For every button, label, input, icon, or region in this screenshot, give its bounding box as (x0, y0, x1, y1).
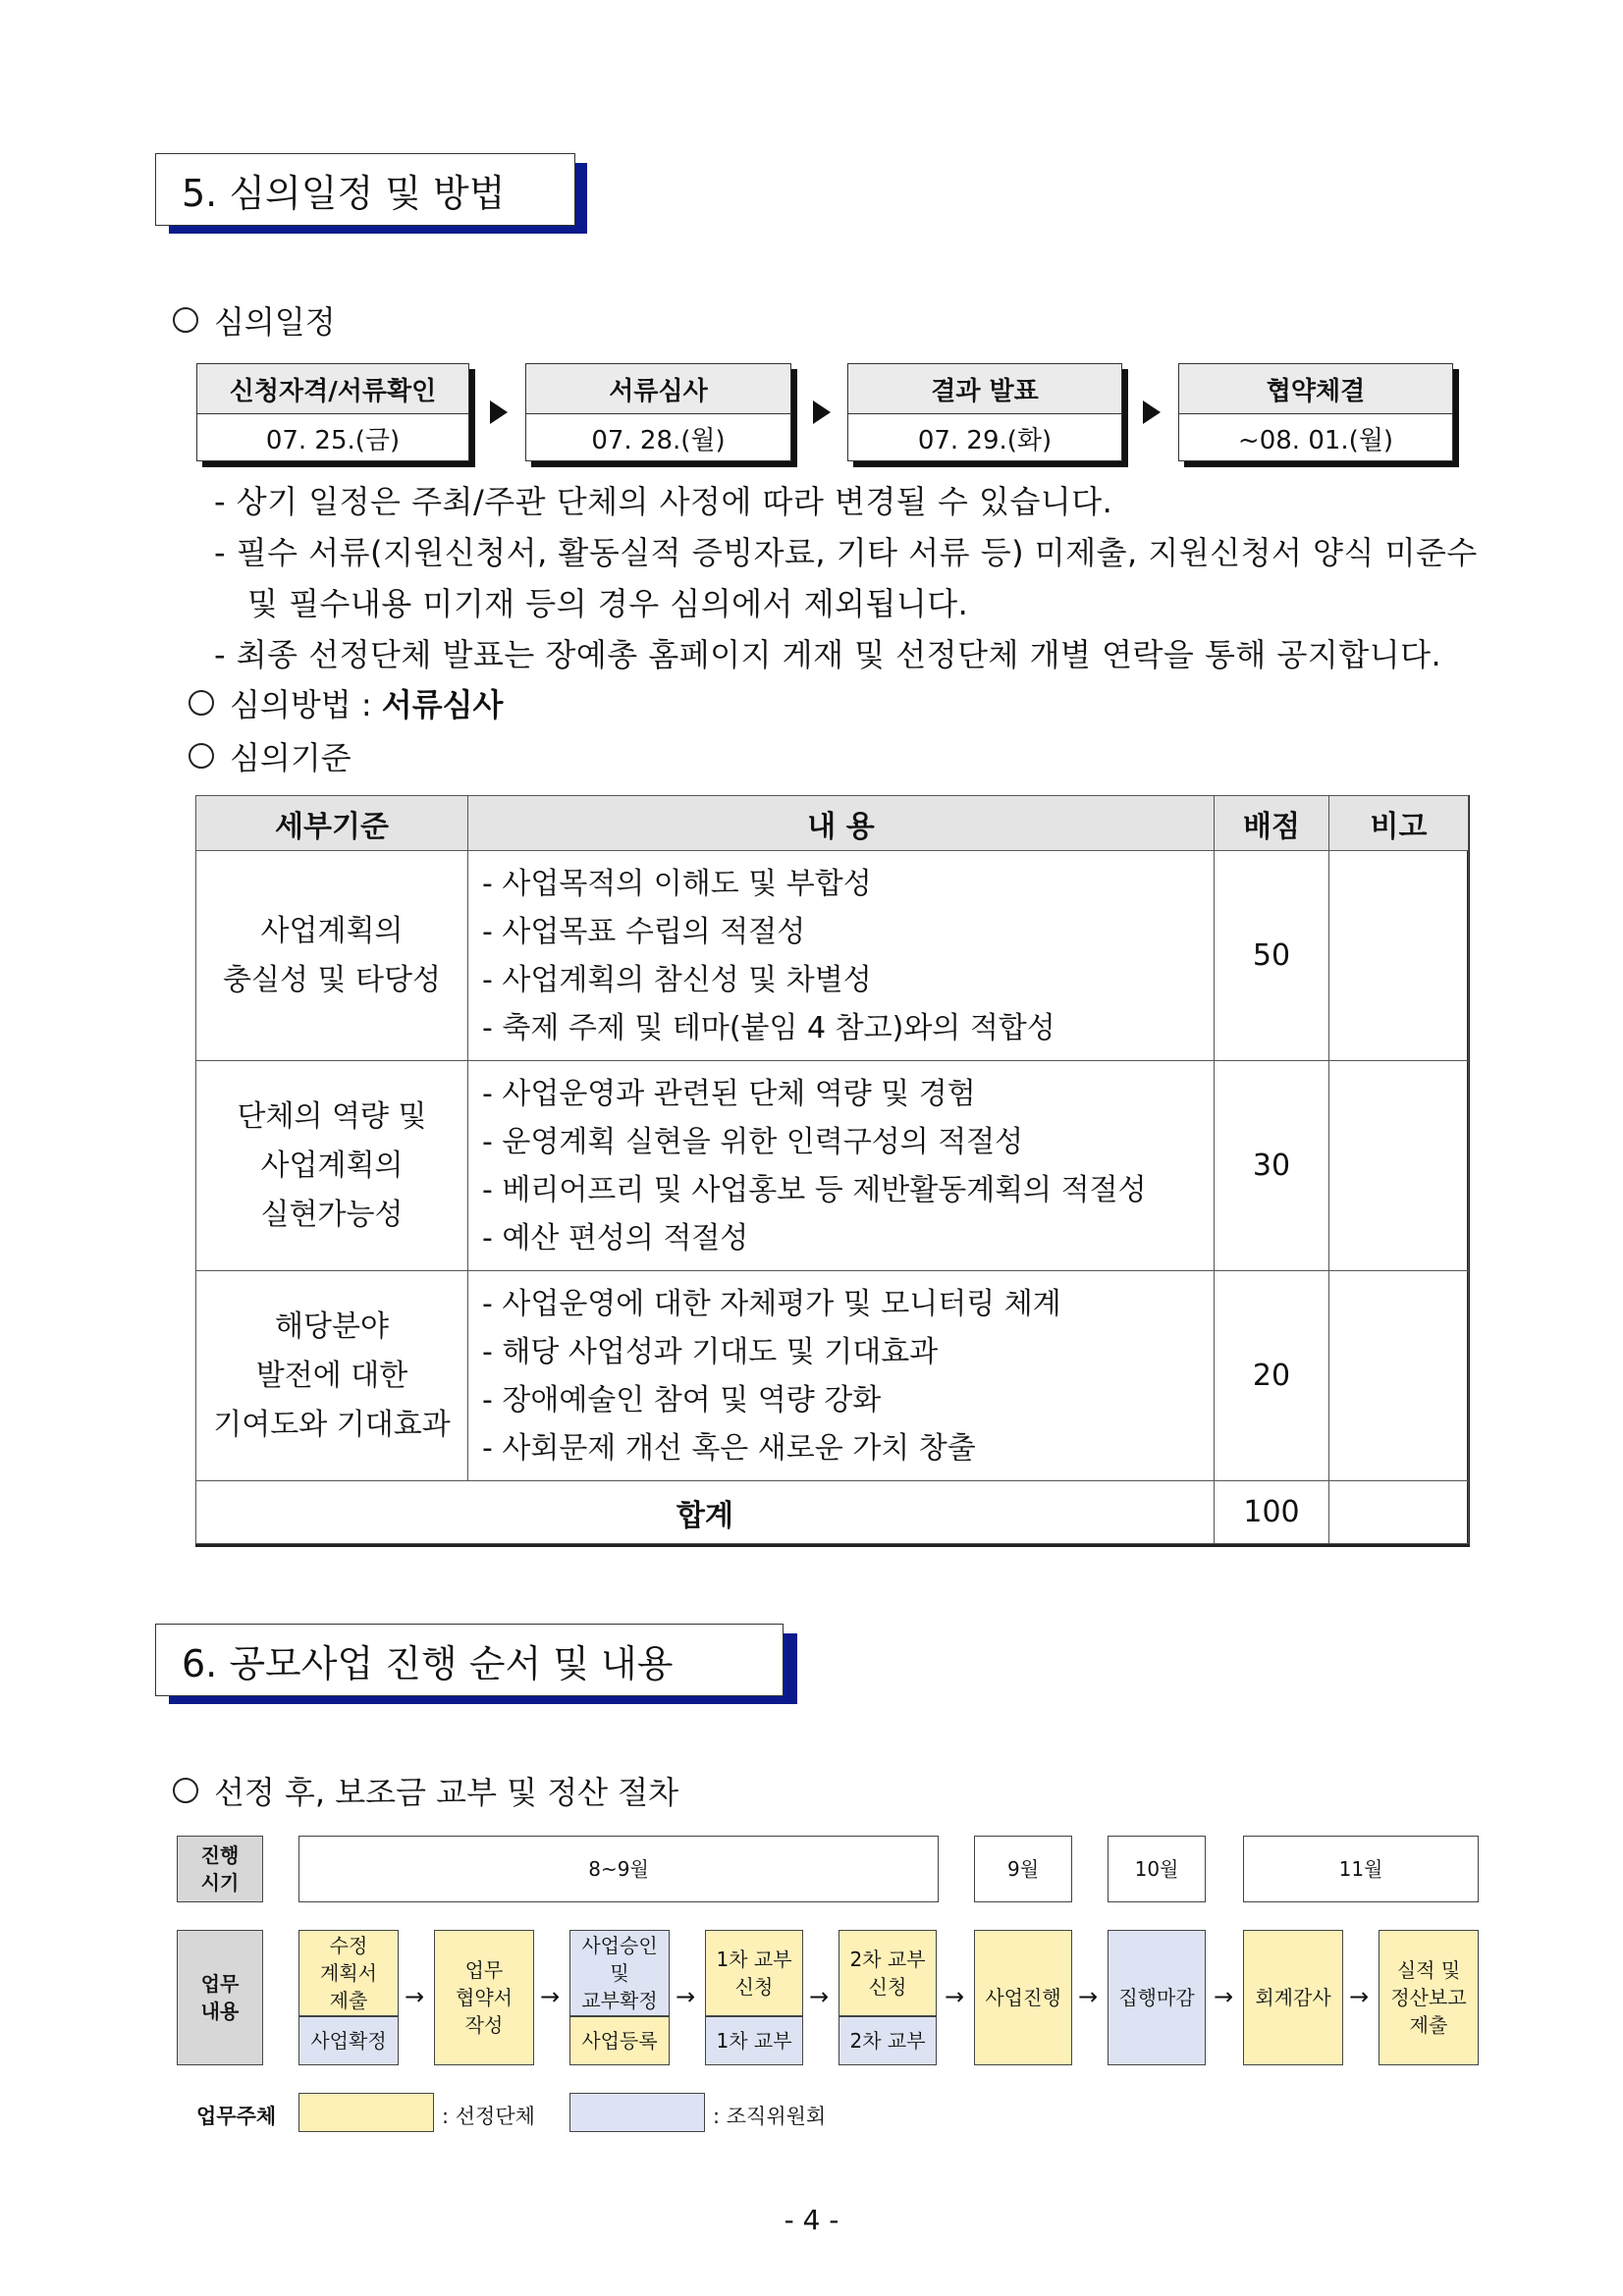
task-step-bottom: 사업등록 (569, 2016, 670, 2065)
category-line: 단체의 역량 및 (237, 1098, 427, 1134)
task-line: 신청 (868, 1975, 907, 1999)
period-label-line: 시기 (200, 1871, 240, 1895)
content-item: - 축제 주제 및 테마(붙임 4 참고)와의 적합성 (482, 1010, 1055, 1045)
legend-text: : 선정단체 (442, 2105, 535, 2128)
category-line: 기여도와 기대효과 (213, 1407, 451, 1442)
circle-bullet-icon (189, 690, 214, 716)
remark-cell (1329, 851, 1469, 1061)
content-cell (468, 851, 1215, 1061)
task-step-top (705, 1930, 803, 2016)
criteria-table-wrapper (195, 795, 1470, 1547)
triangle-arrow-icon (490, 400, 508, 424)
schedule-step (196, 363, 469, 461)
arrow-right-icon: → (1349, 1983, 1370, 2010)
legend-swatch-blue (569, 2093, 705, 2132)
task-label (177, 1930, 263, 2065)
legend-swatch-yellow (298, 2093, 434, 2132)
category-line: 실현가능성 (260, 1197, 404, 1232)
period-box: 11월 (1243, 1836, 1479, 1902)
category-line: 사업계획의 (260, 1148, 404, 1183)
schedule-step (847, 363, 1122, 461)
remark-cell (1329, 1061, 1469, 1271)
period-box: 9월 (974, 1836, 1072, 1902)
circle-bullet-icon (189, 743, 214, 769)
arrow-right-icon: → (1214, 1983, 1234, 2010)
content-item: - 베리어프리 및 사업홍보 등 제반활동계획의 적절성 (482, 1172, 1147, 1207)
content-item: - 운영계획 실현을 위한 인력구성의 적절성 (482, 1124, 1024, 1159)
task-line: 집행마감 (1118, 1986, 1195, 2009)
table-header-row (196, 796, 1469, 851)
circle-bullet-icon (173, 307, 198, 333)
schedule-label (173, 300, 336, 340)
task-label-line: 업무 (200, 1972, 240, 1996)
task-line: 계획서 (320, 1961, 377, 1985)
table-row (196, 851, 1469, 1061)
table-row (196, 1061, 1469, 1271)
arrow-right-icon: → (676, 1983, 696, 2010)
procedure-label (173, 1771, 678, 1810)
task-line: 작성 (464, 2013, 504, 2037)
task-line: 교부확정 (581, 1989, 658, 2012)
task-line: 사업진행 (985, 1986, 1061, 2009)
schedule-step-date: ~08. 01.(월) (1237, 425, 1394, 455)
schedule-step (525, 363, 791, 461)
table-header-cell: 세부기준 (196, 796, 468, 851)
page-number: - 4 - (784, 2204, 839, 2236)
table-header-cell: 내 용 (468, 796, 1215, 851)
score-cell: 20 (1215, 1271, 1329, 1481)
content-item: - 사업운영과 관련된 단체 역량 및 경험 (482, 1076, 976, 1111)
arrow-right-icon: → (809, 1983, 830, 2010)
method-value: 서류심사 (381, 686, 504, 723)
content-cell (468, 1061, 1215, 1271)
task-line: 제출 (329, 1989, 368, 2012)
period-label (177, 1836, 263, 1902)
triangle-arrow-icon (1143, 400, 1161, 424)
schedule-step-title: 신청자격/서류확인 (197, 364, 468, 414)
task-line: 제출 (1409, 2013, 1448, 2037)
category-line: 발전에 대한 (255, 1358, 408, 1393)
schedule-step-date: 07. 28.(월) (591, 425, 726, 455)
schedule-note: - 최종 선정단체 발표는 장예총 홈페이지 게재 및 선정단체 개별 연락을 통해 공지합니다. (214, 636, 1442, 673)
legend-text: : 조직위원회 (713, 2105, 827, 2128)
total-label: 합계 (196, 1481, 1215, 1544)
table-header-cell: 배점 (1215, 796, 1329, 851)
method-label (189, 683, 503, 722)
category-line: 해당분야 (275, 1308, 389, 1344)
task-step-bottom: 1차 교부 (705, 2016, 803, 2065)
content-item: - 예산 편성의 적절성 (482, 1220, 749, 1255)
period-box: 10월 (1108, 1836, 1206, 1902)
task-line: 실적 및 (1396, 1958, 1461, 1982)
task-step-top (569, 1930, 670, 2016)
category-line: 충실성 및 타당성 (223, 962, 441, 997)
legend-label: 업무주체 (196, 2105, 277, 2128)
schedule-note: 및 필수내용 미기재 등의 경우 심의에서 제외됩니다. (247, 585, 969, 622)
content-item: - 해당 사업성과 기대도 및 기대효과 (482, 1334, 939, 1369)
criteria-label (189, 736, 352, 775)
table-row (196, 1271, 1469, 1481)
task-step (1243, 1930, 1343, 2065)
score-cell: 50 (1215, 851, 1329, 1061)
arrow-right-icon: → (540, 1983, 561, 2010)
period-label-line: 진행 (200, 1843, 240, 1867)
total-score: 100 (1215, 1481, 1329, 1544)
circle-bullet-icon (173, 1778, 198, 1803)
content-item: - 사업목표 수립의 적절성 (482, 914, 806, 949)
task-step (974, 1930, 1072, 2065)
content-item: - 장애예술인 참여 및 역량 강화 (482, 1382, 882, 1417)
category-cell (196, 851, 468, 1061)
content-item: - 사업계획의 참신성 및 차별성 (482, 962, 872, 997)
schedule-note: - 필수 서류(지원신청서, 활동실적 증빙자료, 기타 서류 등) 미제출, 지원신청서 양식 미준수 (214, 534, 1478, 571)
schedule-step (1178, 363, 1453, 461)
content-item: - 사업운영에 대한 자체평가 및 모니터링 체계 (482, 1286, 1061, 1321)
category-cell (196, 1061, 468, 1271)
category-line: 사업계획의 (260, 913, 404, 948)
task-step (434, 1930, 534, 2065)
task-step (1379, 1930, 1479, 2065)
remark-cell (1329, 1271, 1469, 1481)
arrow-right-icon: → (1078, 1983, 1099, 2010)
task-line: 업무 (464, 1958, 504, 1982)
task-step-top (298, 1930, 399, 2016)
method-label-text: 심의방법 : (230, 686, 382, 723)
task-line: 사업승인 (581, 1934, 658, 1957)
task-line: 및 (610, 1961, 629, 1985)
task-step-top (839, 1930, 937, 2016)
task-step (1108, 1930, 1206, 2065)
criteria-label-text: 심의기준 (230, 739, 352, 776)
schedule-label-text: 심의일정 (214, 303, 336, 341)
section5-title: 5. 심의일정 및 방법 (155, 153, 575, 226)
task-line: 정산보고 (1390, 1986, 1467, 2009)
task-line: 회계감사 (1255, 1986, 1331, 2009)
schedule-step-date: 07. 25.(금) (265, 425, 401, 455)
schedule-step-title: 서류심사 (526, 364, 790, 414)
content-cell (468, 1271, 1215, 1481)
period-box: 8~9월 (298, 1836, 939, 1902)
schedule-step-date: 07. 29.(화) (917, 425, 1053, 455)
task-line: 신청 (734, 1975, 774, 1999)
content-item: - 사회문제 개선 혹은 새로운 가치 창출 (482, 1430, 976, 1466)
section6-title: 6. 공모사업 진행 순서 및 내용 (155, 1624, 784, 1696)
schedule-note: - 상기 일정은 주최/주관 단체의 사정에 따라 변경될 수 있습니다. (214, 483, 1113, 520)
arrow-right-icon: → (945, 1983, 965, 2010)
content-item: - 사업목적의 이해도 및 부합성 (482, 866, 872, 901)
task-line: 수정 (329, 1934, 368, 1957)
remark-cell (1329, 1481, 1469, 1544)
arrow-right-icon: → (405, 1983, 425, 2010)
triangle-arrow-icon (813, 400, 831, 424)
task-line: 1차 교부 (716, 1948, 792, 1971)
procedure-label-text: 선정 후, 보조금 교부 및 정산 절차 (214, 1774, 679, 1811)
task-label-line: 내용 (200, 2000, 240, 2023)
schedule-step-title: 협약체결 (1179, 364, 1452, 414)
score-cell: 30 (1215, 1061, 1329, 1271)
task-step-bottom: 2차 교부 (839, 2016, 937, 2065)
schedule-step-title: 결과 발표 (848, 364, 1121, 414)
category-cell (196, 1271, 468, 1481)
table-header-cell: 비고 (1329, 796, 1469, 851)
task-step-bottom: 사업확정 (298, 2016, 399, 2065)
criteria-table (195, 795, 1469, 1544)
task-line: 2차 교부 (849, 1948, 926, 1971)
total-row (196, 1481, 1469, 1544)
task-line: 협약서 (456, 1986, 513, 2009)
